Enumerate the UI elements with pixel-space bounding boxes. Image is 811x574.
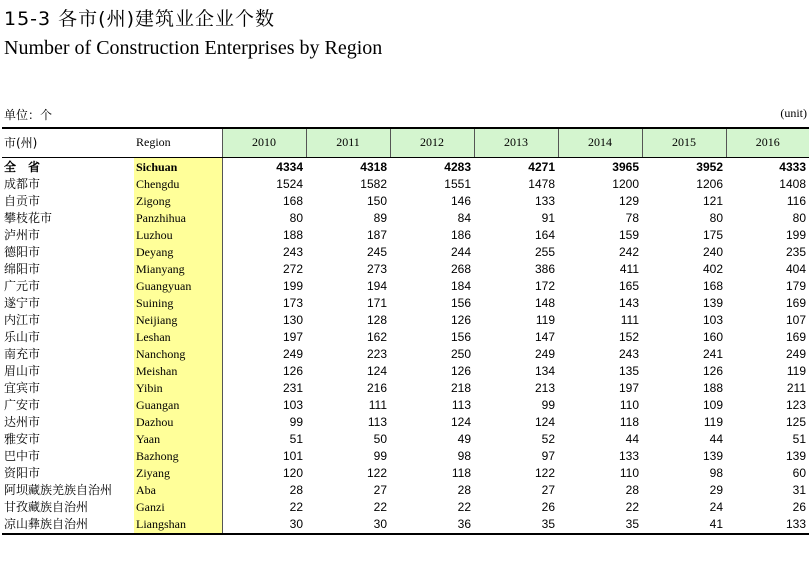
value-cell: 156 — [450, 295, 471, 310]
table-row — [2, 380, 809, 397]
region-name-en: Bazhong — [134, 448, 222, 465]
value-cell: 110 — [619, 397, 639, 412]
value-cell: 165 — [618, 278, 639, 293]
value-cell: 99 — [289, 414, 303, 429]
value-cell: 89 — [373, 210, 387, 225]
enterprises-table — [2, 127, 809, 535]
value-cell: 29 — [709, 482, 723, 497]
table-row — [2, 261, 809, 278]
value-cell: 80 — [792, 210, 806, 225]
value-cell: 134 — [534, 363, 555, 378]
page-title-chinese: 15-3 各市(州)建筑业企业个数 — [4, 8, 275, 30]
header-region-en: Region — [134, 128, 222, 157]
value-cell: 231 — [282, 380, 303, 395]
region-name-en: Liangshan — [134, 516, 222, 534]
value-cell: 184 — [450, 278, 471, 293]
table-row — [2, 363, 809, 380]
value-cell: 3965 — [612, 159, 639, 174]
region-name-cn: 自贡市 — [4, 193, 41, 208]
value-cell: 173 — [282, 295, 303, 310]
value-cell: 197 — [282, 329, 303, 344]
value-cell: 116 — [786, 193, 806, 208]
value-cell: 223 — [366, 346, 387, 361]
value-cell: 1524 — [276, 176, 303, 191]
value-cell: 107 — [785, 312, 806, 327]
value-cell: 44 — [625, 431, 639, 446]
value-cell: 186 — [450, 227, 471, 242]
region-name-en: Suining — [134, 295, 222, 312]
value-cell: 133 — [726, 516, 809, 534]
table-row — [2, 176, 809, 193]
value-cell: 211 — [786, 380, 806, 395]
value-cell: 103 — [702, 312, 723, 327]
value-cell: 402 — [702, 261, 723, 276]
table-row — [2, 431, 809, 448]
region-name-cn: 宜宾市 — [4, 380, 41, 395]
value-cell: 4283 — [444, 159, 471, 174]
region-name-cn: 达州市 — [4, 414, 41, 429]
region-name-cn: 内江市 — [4, 312, 41, 327]
value-cell: 235 — [785, 244, 806, 259]
region-name-en: Ziyang — [134, 465, 222, 482]
value-cell: 124 — [534, 414, 555, 429]
value-cell: 51 — [792, 431, 806, 446]
value-cell: 199 — [282, 278, 303, 293]
value-cell: 52 — [541, 431, 555, 446]
value-cell: 159 — [618, 227, 639, 242]
value-cell: 126 — [450, 363, 471, 378]
value-cell: 110 — [619, 465, 639, 480]
value-cell: 28 — [457, 482, 471, 497]
header-region-cn: 市(州) — [2, 128, 134, 157]
table-row — [2, 244, 809, 261]
value-cell: 124 — [450, 414, 471, 429]
value-cell: 113 — [451, 397, 471, 412]
region-name-en: Nanchong — [134, 346, 222, 363]
value-cell: 168 — [282, 193, 303, 208]
table-row — [2, 482, 809, 499]
value-cell: 44 — [709, 431, 723, 446]
value-cell: 133 — [618, 448, 639, 463]
region-name-en: Ganzi — [134, 499, 222, 516]
value-cell: 26 — [792, 499, 806, 514]
value-cell: 22 — [625, 499, 639, 514]
value-cell: 118 — [619, 414, 639, 429]
value-cell: 194 — [366, 278, 387, 293]
value-cell: 188 — [702, 380, 723, 395]
value-cell: 4318 — [360, 159, 387, 174]
table-row — [2, 346, 809, 363]
value-cell: 244 — [450, 244, 471, 259]
table-row — [2, 227, 809, 244]
region-name-en: Guangyuan — [134, 278, 222, 295]
value-cell: 24 — [709, 499, 723, 514]
region-name-cn: 阿坝藏族羌族自治州 — [4, 482, 113, 497]
value-cell: 268 — [450, 261, 471, 276]
table-row — [2, 414, 809, 431]
value-cell: 242 — [618, 244, 639, 259]
region-name-en: Panzhihua — [134, 210, 222, 227]
value-cell: 28 — [625, 482, 639, 497]
value-cell: 91 — [541, 210, 555, 225]
value-cell: 241 — [702, 346, 723, 361]
value-cell: 78 — [625, 210, 639, 225]
value-cell: 49 — [457, 431, 471, 446]
value-cell: 188 — [282, 227, 303, 242]
table-row — [2, 295, 809, 312]
value-cell: 27 — [373, 482, 387, 497]
value-cell: 243 — [282, 244, 303, 259]
value-cell: 245 — [366, 244, 387, 259]
header-year: 2010 — [222, 128, 306, 157]
region-name-cn: 南充市 — [4, 346, 41, 361]
value-cell: 119 — [786, 363, 806, 378]
value-cell: 119 — [535, 312, 555, 327]
region-name-en: Zigong — [134, 193, 222, 210]
region-name-cn: 巴中市 — [4, 448, 41, 463]
table-header-row — [2, 128, 809, 157]
value-cell: 150 — [366, 193, 387, 208]
table-row — [2, 278, 809, 295]
region-name-cn: 雅安市 — [4, 431, 41, 446]
value-cell: 122 — [534, 465, 555, 480]
value-cell: 1582 — [360, 176, 387, 191]
unit-label-english: (unit) — [780, 106, 807, 120]
value-cell: 147 — [534, 329, 555, 344]
region-name-cn: 广元市 — [4, 278, 41, 293]
value-cell: 135 — [618, 363, 639, 378]
unit-label-chinese: 单位：个 — [4, 108, 53, 122]
value-cell: 133 — [534, 193, 555, 208]
value-cell: 60 — [792, 465, 806, 480]
value-cell: 164 — [534, 227, 555, 242]
header-year: 2011 — [306, 128, 390, 157]
value-cell: 22 — [373, 499, 387, 514]
table-row-total — [2, 157, 809, 176]
value-cell: 126 — [282, 363, 303, 378]
value-cell: 272 — [282, 261, 303, 276]
value-cell: 129 — [618, 193, 639, 208]
value-cell: 126 — [702, 363, 723, 378]
value-cell: 36 — [390, 516, 474, 534]
region-name-en: Yibin — [134, 380, 222, 397]
value-cell: 22 — [457, 499, 471, 514]
value-cell: 240 — [702, 244, 723, 259]
value-cell: 1478 — [528, 176, 555, 191]
region-name-en: Yaan — [134, 431, 222, 448]
value-cell: 152 — [618, 329, 639, 344]
value-cell: 3952 — [696, 159, 723, 174]
value-cell: 169 — [785, 295, 806, 310]
page-title-english: Number of Construction Enterprises by Region — [4, 37, 383, 59]
table-row — [2, 397, 809, 414]
region-name-cn: 成都市 — [4, 176, 41, 191]
region-name-en: Leshan — [134, 329, 222, 346]
value-cell: 4334 — [276, 159, 303, 174]
region-name-en: Guangan — [134, 397, 222, 414]
region-name-cn: 广安市 — [4, 397, 41, 412]
value-cell: 156 — [450, 329, 471, 344]
value-cell: 35 — [474, 516, 558, 534]
value-cell: 122 — [366, 465, 387, 480]
header-year: 2016 — [726, 128, 809, 157]
value-cell: 80 — [709, 210, 723, 225]
region-name-cn: 德阳市 — [4, 244, 41, 259]
value-cell: 80 — [289, 210, 303, 225]
region-name-cn: 绵阳市 — [4, 261, 41, 276]
header-year: 2014 — [558, 128, 642, 157]
value-cell: 84 — [457, 210, 471, 225]
value-cell: 51 — [289, 431, 303, 446]
value-cell: 111 — [368, 397, 387, 412]
value-cell: 1551 — [444, 176, 471, 191]
table-row — [2, 499, 809, 516]
region-name-en: Sichuan — [134, 157, 222, 176]
value-cell: 172 — [534, 278, 555, 293]
value-cell: 124 — [366, 363, 387, 378]
value-cell: 1206 — [696, 176, 723, 191]
value-cell: 1408 — [779, 176, 806, 191]
value-cell: 139 — [702, 295, 723, 310]
header-year: 2012 — [390, 128, 474, 157]
value-cell: 197 — [618, 380, 639, 395]
value-cell: 111 — [620, 312, 639, 327]
value-cell: 31 — [792, 482, 806, 497]
value-cell: 169 — [785, 329, 806, 344]
region-name-cn: 攀枝花市 — [4, 210, 53, 225]
value-cell: 101 — [282, 448, 303, 463]
region-name-cn: 乐山市 — [4, 329, 41, 344]
value-cell: 41 — [642, 516, 726, 534]
table-row — [2, 210, 809, 227]
value-cell: 120 — [282, 465, 303, 480]
region-name-en: Luzhou — [134, 227, 222, 244]
value-cell: 168 — [702, 278, 723, 293]
region-name-cn: 甘孜藏族自治州 — [4, 499, 89, 514]
value-cell: 118 — [451, 465, 471, 480]
value-cell: 99 — [541, 397, 555, 412]
value-cell: 128 — [366, 312, 387, 327]
table-row — [2, 312, 809, 329]
value-cell: 139 — [702, 448, 723, 463]
value-cell: 249 — [534, 346, 555, 361]
value-cell: 250 — [450, 346, 471, 361]
region-name-cn: 遂宁市 — [4, 295, 41, 310]
value-cell: 179 — [785, 278, 806, 293]
value-cell: 171 — [366, 295, 387, 310]
value-cell: 216 — [366, 380, 387, 395]
value-cell: 162 — [366, 329, 387, 344]
value-cell: 98 — [457, 448, 471, 463]
value-cell: 98 — [709, 465, 723, 480]
region-name-en: Aba — [134, 482, 222, 499]
value-cell: 103 — [282, 397, 303, 412]
value-cell: 139 — [785, 448, 806, 463]
value-cell: 27 — [541, 482, 555, 497]
value-cell: 119 — [703, 414, 723, 429]
value-cell: 218 — [450, 380, 471, 395]
value-cell: 22 — [289, 499, 303, 514]
value-cell: 125 — [785, 414, 806, 429]
value-cell: 30 — [222, 516, 306, 534]
value-cell: 175 — [702, 227, 723, 242]
value-cell: 99 — [373, 448, 387, 463]
header-year: 2013 — [474, 128, 558, 157]
value-cell: 143 — [618, 295, 639, 310]
value-cell: 26 — [541, 499, 555, 514]
region-name-en: Dazhou — [134, 414, 222, 431]
table-row — [2, 193, 809, 210]
region-name-cn: 资阳市 — [4, 465, 41, 480]
region-name-cn: 凉山彝族自治州 — [2, 516, 134, 534]
region-name-en: Deyang — [134, 244, 222, 261]
table-row — [2, 516, 809, 534]
value-cell: 1200 — [612, 176, 639, 191]
value-cell: 255 — [534, 244, 555, 259]
value-cell: 121 — [702, 193, 723, 208]
value-cell: 243 — [618, 346, 639, 361]
table-row — [2, 329, 809, 346]
value-cell: 386 — [534, 261, 555, 276]
value-cell: 4333 — [779, 159, 806, 174]
value-cell: 213 — [534, 380, 555, 395]
value-cell: 404 — [785, 261, 806, 276]
value-cell: 50 — [373, 431, 387, 446]
value-cell: 113 — [367, 414, 387, 429]
value-cell: 199 — [785, 227, 806, 242]
region-name-cn: 眉山市 — [4, 363, 41, 378]
value-cell: 35 — [558, 516, 642, 534]
value-cell: 123 — [785, 397, 806, 412]
table-row — [2, 465, 809, 482]
region-name-en: Neijiang — [134, 312, 222, 329]
value-cell: 97 — [541, 448, 555, 463]
value-cell: 249 — [282, 346, 303, 361]
value-cell: 4271 — [528, 159, 555, 174]
region-name-cn: 全 省 — [4, 159, 41, 174]
value-cell: 249 — [785, 346, 806, 361]
value-cell: 187 — [366, 227, 387, 242]
value-cell: 126 — [450, 312, 471, 327]
region-name-en: Mianyang — [134, 261, 222, 278]
value-cell: 273 — [366, 261, 387, 276]
value-cell: 148 — [534, 295, 555, 310]
value-cell: 146 — [450, 193, 471, 208]
value-cell: 411 — [619, 261, 639, 276]
region-name-en: Chengdu — [134, 176, 222, 193]
value-cell: 109 — [702, 397, 723, 412]
value-cell: 30 — [306, 516, 390, 534]
value-cell: 160 — [702, 329, 723, 344]
header-year: 2015 — [642, 128, 726, 157]
value-cell: 130 — [282, 312, 303, 327]
value-cell: 28 — [289, 482, 303, 497]
region-name-en: Meishan — [134, 363, 222, 380]
region-name-cn: 泸州市 — [4, 227, 41, 242]
table-row — [2, 448, 809, 465]
